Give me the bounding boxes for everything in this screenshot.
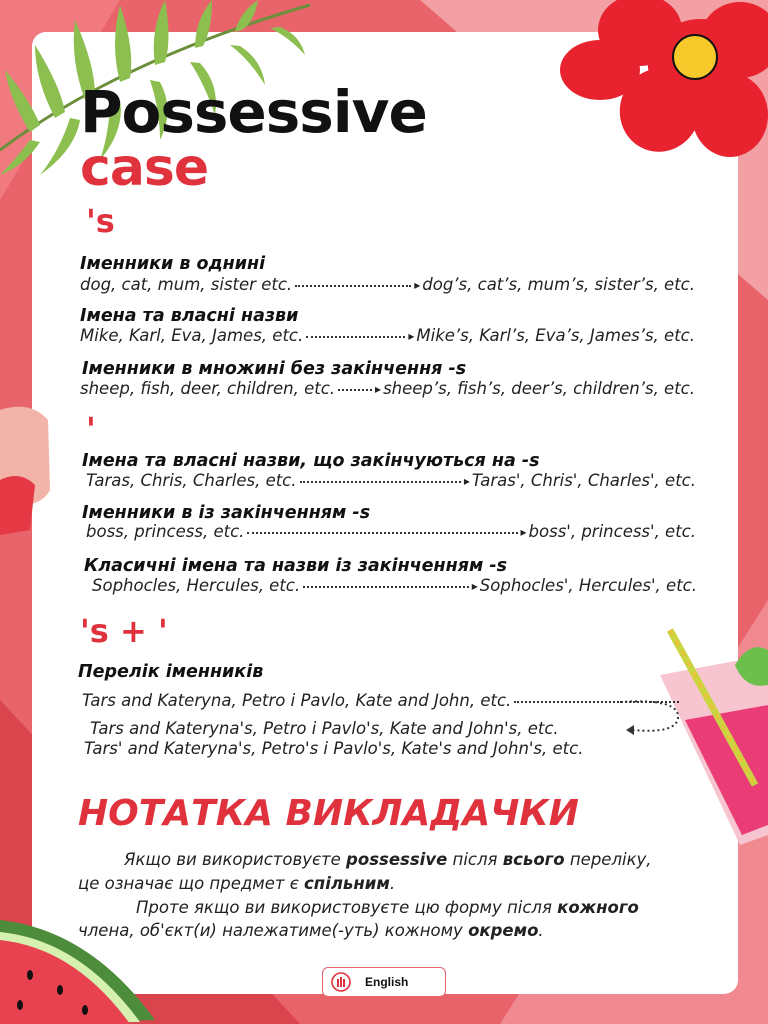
arrow-head-icon: ▸ bbox=[520, 524, 527, 539]
note-text: Якщо ви використовуєте bbox=[124, 850, 347, 869]
list-heading: Перелік іменників bbox=[78, 662, 264, 682]
rule-to: Sophocles', Hercules', etc. bbox=[479, 576, 697, 595]
arrow-head-icon: ▸ bbox=[414, 277, 421, 292]
rule-example bbox=[86, 471, 696, 490]
section-apostrophe: ' bbox=[86, 410, 96, 448]
rule-heading: Іменники в множині без закінчення -s bbox=[82, 359, 467, 379]
note-bold: спільним bbox=[304, 874, 390, 893]
curved-arrow-icon bbox=[620, 698, 685, 738]
note-line-1 bbox=[124, 850, 652, 869]
note-bold: всього bbox=[502, 850, 565, 869]
rule-heading: Імена та власні назви bbox=[80, 306, 299, 326]
rule-example bbox=[86, 522, 696, 541]
rule-example bbox=[92, 576, 697, 595]
dotted-arrow-line bbox=[303, 586, 469, 588]
rule-heading: Імена та власні назви, що закінчуються на -s bbox=[82, 451, 540, 471]
dotted-arrow-line bbox=[247, 532, 517, 534]
rule-heading: Іменники в однині bbox=[80, 254, 266, 274]
logo-icon bbox=[331, 972, 351, 992]
rule-from: sheep, fish, deer, children, etc. bbox=[80, 379, 336, 398]
list-example bbox=[82, 691, 682, 710]
list-from: Tars and Kateryna, Petro і Pavlo, Kate and John, etc. bbox=[82, 691, 512, 710]
rule-heading: Іменники в із закінченням -s bbox=[82, 503, 371, 523]
rule-to: Taras', Chris', Charles', etc. bbox=[471, 471, 696, 490]
dotted-arrow-line bbox=[300, 481, 461, 483]
flower-icon bbox=[560, 0, 768, 180]
rule-from: Mike, Karl, Eva, James, etc. bbox=[80, 326, 304, 345]
section-apostrophe-s: 's bbox=[86, 202, 115, 240]
arrow-head-icon: ▸ bbox=[375, 381, 382, 396]
note-bold: possessive bbox=[346, 850, 448, 869]
rule-example bbox=[80, 379, 695, 398]
note-line-3 bbox=[136, 898, 639, 917]
footer-badge bbox=[322, 967, 446, 997]
dotted-arrow-line bbox=[306, 336, 405, 338]
rule-to: boss', princess', etc. bbox=[528, 522, 696, 541]
arrow-head-icon: ▸ bbox=[471, 578, 478, 593]
arrow-head-icon: ▸ bbox=[463, 473, 470, 488]
section-apostrophe-s-plus-apostrophe: 's + ' bbox=[80, 612, 168, 650]
note-line-2 bbox=[78, 874, 395, 893]
rule-to: Mike’s, Karl’s, Eva’s, James’s, etc. bbox=[416, 326, 695, 345]
note-text: . bbox=[389, 874, 396, 893]
rule-example bbox=[80, 326, 695, 345]
note-text: члена, об'єкт(и) належатиме(-уть) кожному bbox=[78, 921, 469, 940]
rule-from: Taras, Chris, Charles, etc. bbox=[86, 471, 297, 490]
rule-to: sheep’s, fish’s, deer’s, children’s, etc. bbox=[383, 379, 695, 398]
rule-from: dog, cat, mum, sister etc. bbox=[80, 275, 293, 294]
popsicle-icon bbox=[0, 400, 60, 540]
note-bold: кожного bbox=[557, 898, 639, 917]
rule-to: dog’s, cat’s, mum’s, sister’s, etc. bbox=[422, 275, 695, 294]
list-result-2: Tars' and Kateryna's, Petro's і Pavlo's, Kate's and John's, etc. bbox=[84, 739, 584, 758]
rule-heading: Класичні імена та назви із закінченням -s bbox=[84, 556, 508, 576]
footer-label: English bbox=[365, 975, 409, 989]
title-line-1: Possessive bbox=[80, 78, 427, 146]
arrow-head-icon: ▸ bbox=[408, 328, 415, 343]
dotted-arrow-line bbox=[295, 285, 411, 287]
note-text: переліку, bbox=[564, 850, 652, 869]
list-result-1: Tars and Kateryna's, Petro і Pavlo's, Kate and John's, etc. bbox=[90, 719, 559, 738]
note-text: це означає що предмет є bbox=[78, 874, 305, 893]
note-bold: окремо bbox=[468, 921, 539, 940]
note-text: після bbox=[447, 850, 503, 869]
rule-example bbox=[80, 275, 695, 294]
dotted-arrow-line bbox=[338, 389, 372, 391]
title-line-2: case bbox=[80, 138, 209, 198]
rule-from: Sophocles, Hercules, etc. bbox=[92, 576, 301, 595]
note-heading: НОТАТКА ВИКЛАДАЧКИ bbox=[78, 793, 579, 834]
note-text: . bbox=[538, 921, 544, 940]
note-text: Проте якщо ви використовуєте цю форму після bbox=[136, 898, 558, 917]
note-line-4 bbox=[78, 921, 544, 940]
rule-from: boss, princess, etc. bbox=[86, 522, 245, 541]
